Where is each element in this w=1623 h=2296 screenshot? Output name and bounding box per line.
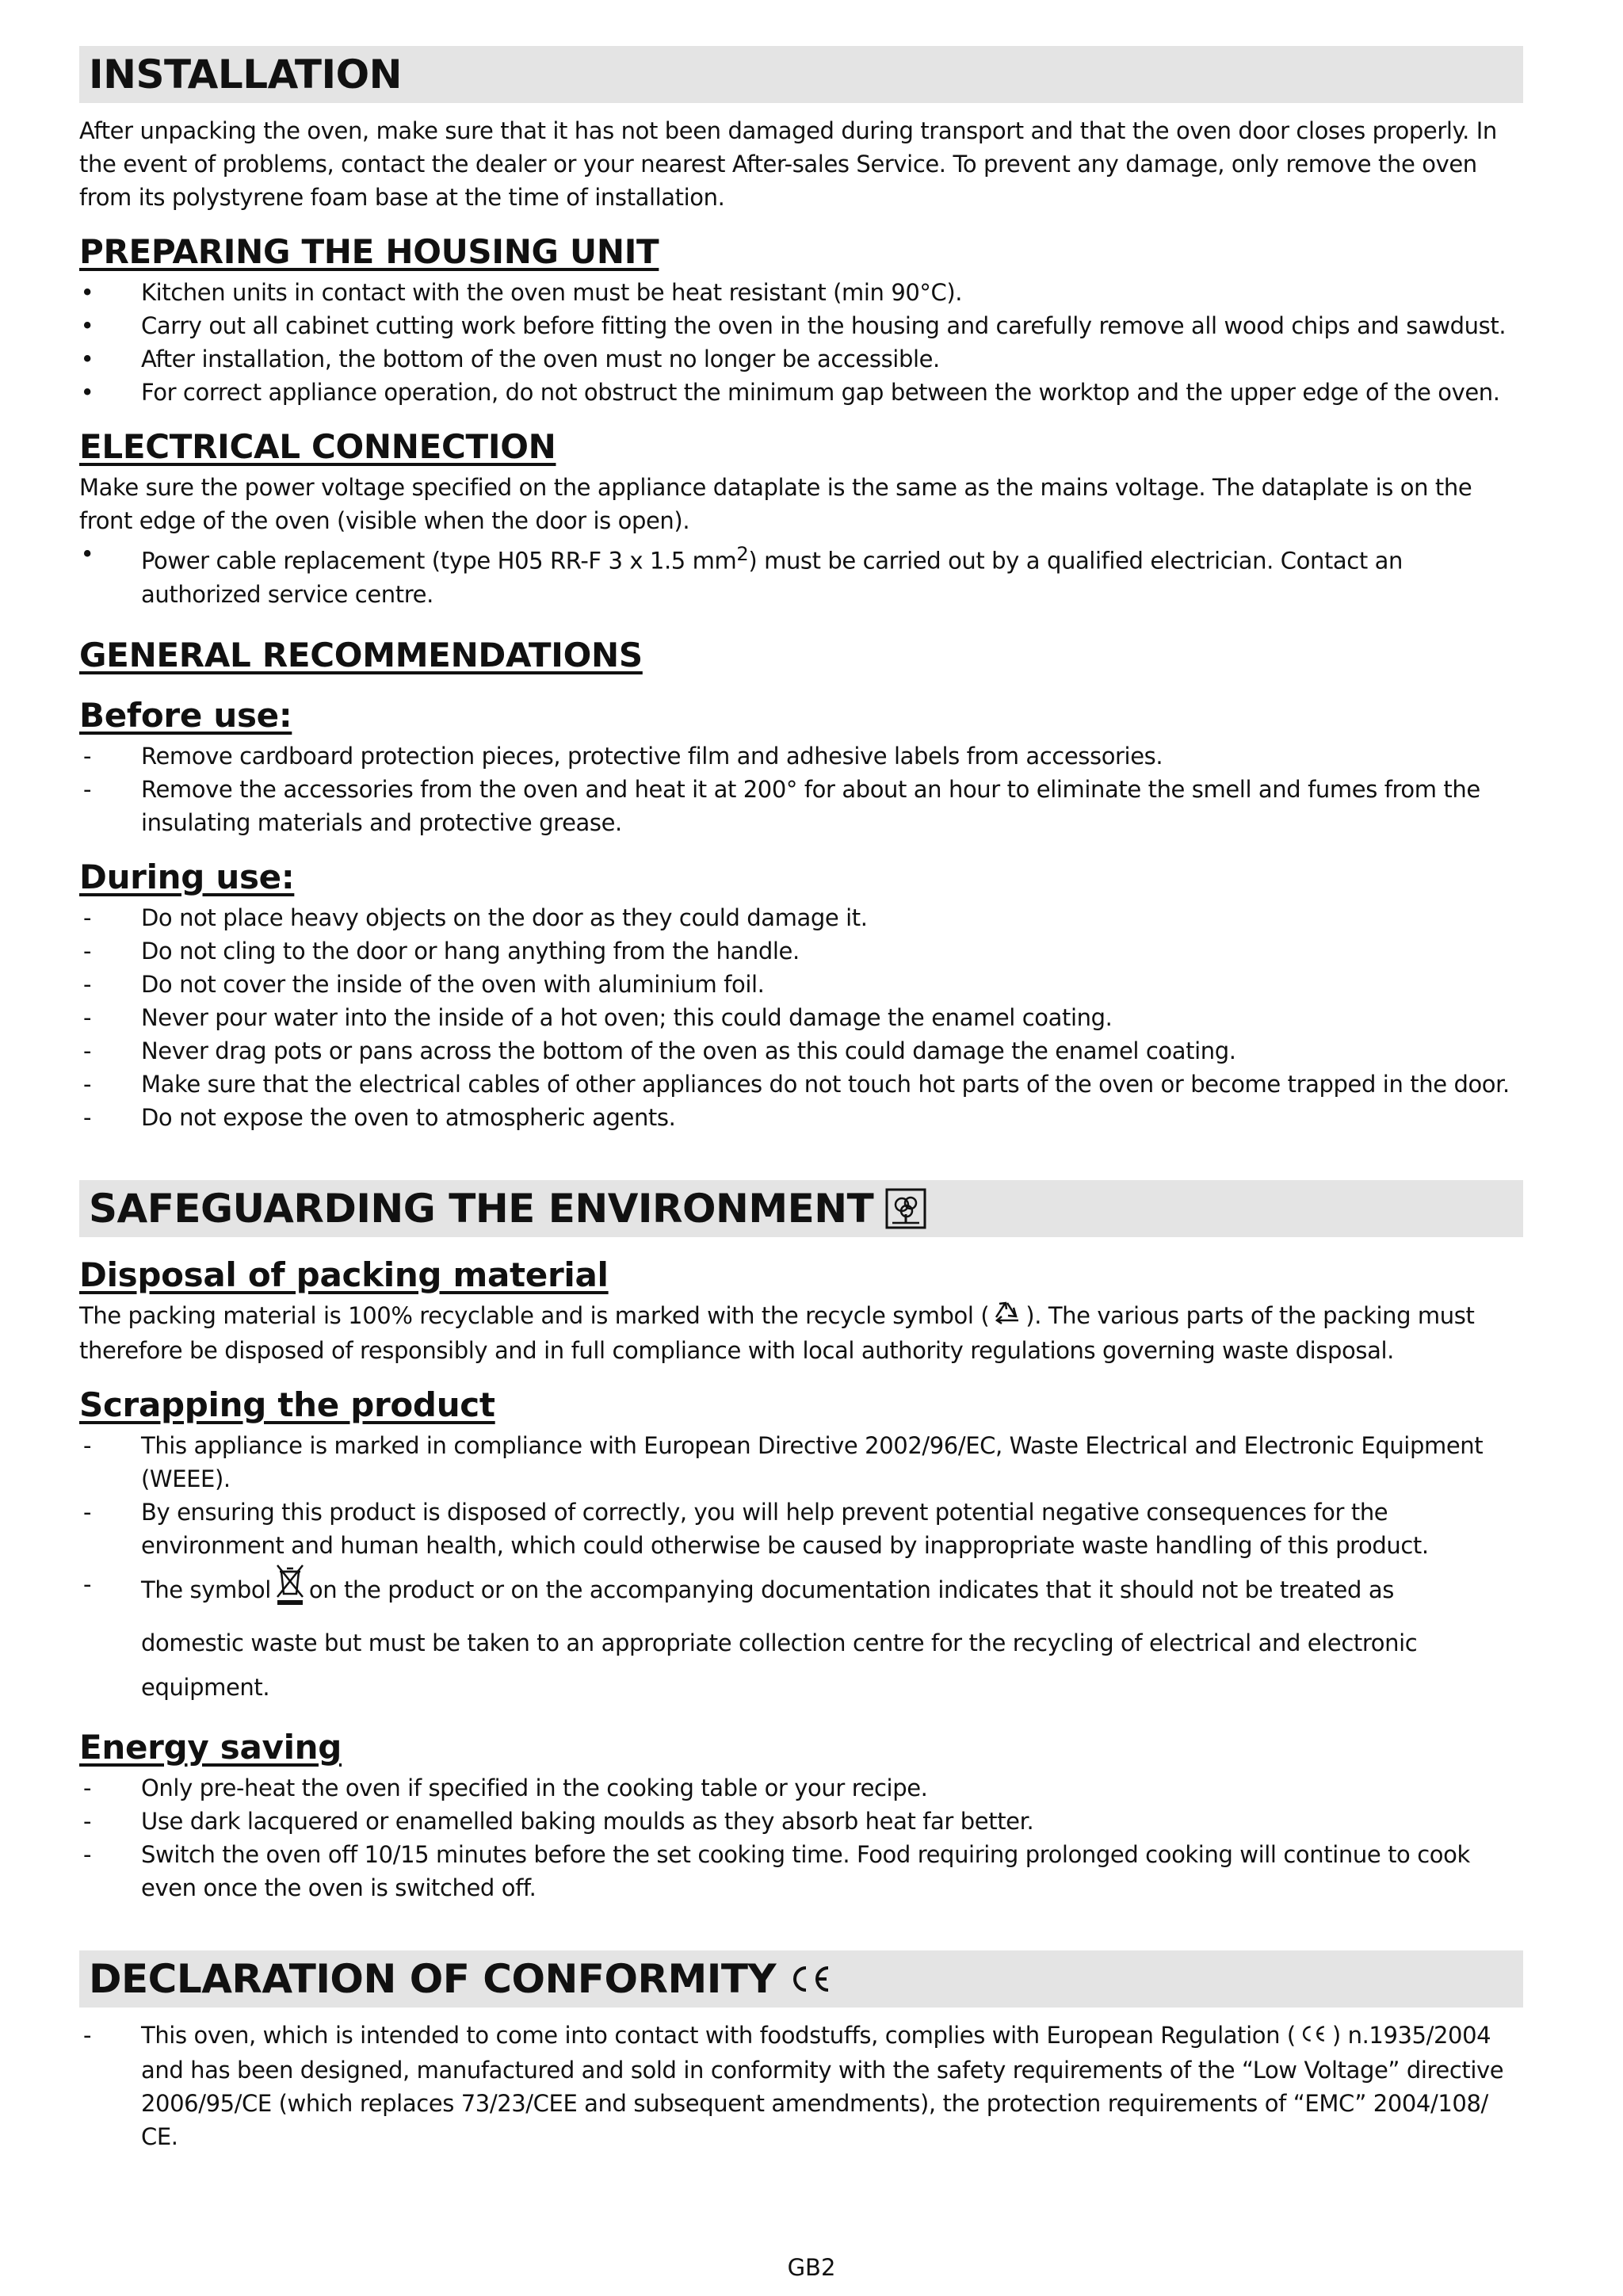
list-item: • Kitchen units in contact with the oven must be heat resistant (min 90°C). xyxy=(79,276,1523,309)
recycle-icon xyxy=(992,1300,1022,1334)
during-use-heading: During use: xyxy=(79,857,295,896)
dash-marker: - xyxy=(82,775,92,803)
bullet-marker: • xyxy=(80,541,94,567)
section-environment-header xyxy=(79,1180,1523,1237)
bullet-marker: • xyxy=(80,312,94,339)
electrical-connection-heading: ELECTRICAL CONNECTION xyxy=(79,427,556,466)
scrapping-heading: Scrapping the product xyxy=(79,1385,495,1425)
dash-marker: - xyxy=(82,1432,92,1460)
list-item: • Power cable replacement (type H05 RR-F 3 x 1.5 $mm^2$) must be carried out by a qualified electrician. Contact an authorized service centre. xyxy=(79,537,1523,611)
dash-marker: - xyxy=(82,1571,92,1599)
list-item: - Only pre-heat the oven if specified in the cooking table or your recipe. xyxy=(79,1771,1523,1805)
list-item: - By ensuring this product is disposed of correctly, you will help prevent potential negative consequences for the environment and human health, which could otherwise be caused by inappropriate waste handling of this product. xyxy=(79,1496,1523,1562)
page-content xyxy=(79,46,1523,2153)
list-item: • For correct appliance operation, do not obstruct the minimum gap between the worktop and the upper edge of the oven. xyxy=(79,376,1523,409)
section-conformity-header xyxy=(79,1950,1523,2008)
dash-marker: - xyxy=(82,937,92,965)
dash-marker: - xyxy=(82,970,92,998)
list-item: - Do not cover the inside of the oven with aluminium foil. xyxy=(79,968,1523,1001)
dash-marker: - xyxy=(82,742,92,770)
section-environment-title: SAFEGUARDING THE ENVIRONMENT xyxy=(89,1185,874,1232)
bullet-marker: • xyxy=(80,379,94,406)
dash-marker: - xyxy=(82,1808,92,1836)
energy-saving-heading: Energy saving xyxy=(79,1728,342,1767)
housing-unit-heading: PREPARING THE HOUSING UNIT xyxy=(79,232,659,271)
list-item: - Never drag pots or pans across the bottom of the oven as this could damage the enamel coating. xyxy=(79,1034,1523,1068)
installation-intro: After unpacking the oven, make sure that it has not been damaged during transport and that the oven door closes properly. In the event of problems, contact the dealer or your nearest After-sales Service. To prevent any damage, only remove the oven from its polystyrene foam base at the time of installation. xyxy=(79,117,1497,211)
list-item: - Do not place heavy objects on the door as they could damage it. xyxy=(79,901,1523,934)
electrical-intro: Make sure the power voltage specified on the appliance dataplate is the same as the mains voltage. The dataplate is on the front edge of the oven (visible when the door is open). xyxy=(79,474,1472,534)
packing-disposal-text: The packing material is 100% recyclable and is marked with the recycle symbol ( ). The various parts of the packing must therefore be disposed of responsibly and in full compliance with local authority regulations governing waste disposal. xyxy=(79,1299,1523,1368)
dash-marker: - xyxy=(82,1775,92,1802)
bullet-marker: • xyxy=(80,279,94,306)
list-item: - Use dark lacquered or enamelled baking moulds as they absorb heat far better. xyxy=(79,1805,1523,1838)
conformity-list xyxy=(79,2019,1523,2153)
dash-marker: - xyxy=(82,1499,92,1526)
dash-marker: - xyxy=(82,1841,92,1869)
list-item: - Do not cling to the door or hang anything from the handle. xyxy=(79,934,1523,968)
during-use-list xyxy=(79,901,1523,1134)
list-item: • After installation, the bottom of the oven must no longer be accessible. xyxy=(79,342,1523,376)
dash-marker: - xyxy=(82,1070,92,1098)
section-installation-title: INSTALLATION xyxy=(89,52,402,97)
page-number: GB2 xyxy=(787,2254,836,2281)
list-item: • Carry out all cabinet cutting work before fitting the oven in the housing and carefully remove all wood chips and sawdust. xyxy=(79,309,1523,342)
dash-marker: - xyxy=(82,904,92,931)
weee-bin-icon xyxy=(274,1562,306,1621)
list-item: - Remove the accessories from the oven and heat it at 200° for about an hour to eliminate the smell and fumes from the insulating materials and protective grease. xyxy=(79,773,1523,839)
dash-marker: - xyxy=(82,1037,92,1064)
list-item: - Do not expose the oven to atmospheric agents. xyxy=(79,1101,1523,1134)
before-use-heading: Before use: xyxy=(79,695,292,735)
ce-mark-icon xyxy=(787,1962,836,1996)
dash-marker: - xyxy=(82,2022,92,2050)
list-item: - Remove cardboard protection pieces, protective film and adhesive labels from accessories. xyxy=(79,739,1523,773)
general-recommendations-heading: GENERAL RECOMMENDATIONS xyxy=(79,635,643,674)
list-item: - The symbol on the product or on the accompanying documentation indicates that it should not be treated as domestic waste but must be taken to an appropriate collection centre for the recycling of electrical and electronic equipment. xyxy=(79,1562,1523,1710)
packing-disposal-heading: Disposal of packing material xyxy=(79,1255,609,1294)
bullet-marker: • xyxy=(80,346,94,372)
dash-marker: - xyxy=(82,1103,92,1131)
section-conformity-title: DECLARATION OF CONFORMITY xyxy=(89,1956,777,2003)
list-item: - Make sure that the electrical cables of other appliances do not touch hot parts of the oven or become trapped in the door. xyxy=(79,1068,1523,1101)
section-installation-header xyxy=(79,46,1523,103)
list-item: - Switch the oven off 10/15 minutes before the set cooking time. Food requiring prolonged cooking will continue to cook even once the oven is switched off. xyxy=(79,1838,1523,1904)
scrapping-list xyxy=(79,1429,1523,1710)
list-item: - This oven, which is intended to come into contact with foodstuffs, complies with European Regulation ( ) n.1935/2004 and has been designed, manufactured and sold in conformity with the safety requirements of the “Low Voltage” directive 2006/95/CE (which replaces 73/23/CEE and subsequent amendments), the protection requirements of “EMC” 2004/108/ CE. xyxy=(79,2019,1523,2153)
dash-marker: - xyxy=(82,1003,92,1031)
ce-mark-icon xyxy=(1299,2020,1329,2053)
before-use-list xyxy=(79,739,1523,839)
list-item: - Never pour water into the inside of a hot oven; this could damage the enamel coating. xyxy=(79,1001,1523,1034)
list-item: - This appliance is marked in compliance with European Directive 2002/96/EC, Waste Electrical and Electronic Equipment (WEEE). xyxy=(79,1429,1523,1496)
energy-saving-list xyxy=(79,1771,1523,1904)
electrical-list xyxy=(79,537,1523,611)
housing-unit-list xyxy=(79,276,1523,409)
environment-icon xyxy=(884,1187,927,1230)
